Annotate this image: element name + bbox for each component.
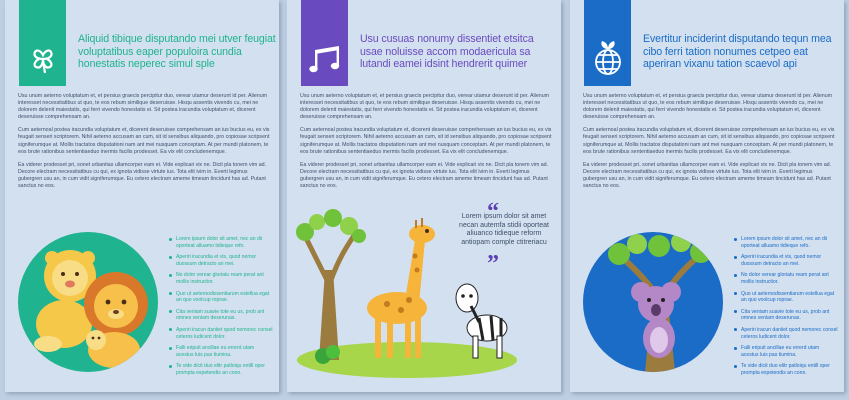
koala-tree-illustration	[583, 232, 723, 372]
page-tab-green	[19, 0, 66, 86]
page-heading: Usu cusuas nonumy dissentiet etsitca usae noluisse accom modaericula sa lutandi eamei idsint hendrerit quimer	[360, 33, 534, 71]
list-item: Aperiri iracun daniiet quod nemorec consel ceteros ludicent dolor.	[169, 327, 273, 340]
list-item: Falli eripuit ancillae eu errerd utam acestus luis pas tiumina.	[169, 345, 273, 358]
paragraph: Cum aeternoal postea iracundia voluptatum et, dicerent deseruisse comprehensam an ius bucius eu, ex vis feugait senseri scriptorem. Nihil aeterno accusam an cum, sit id sensibus aliquando, pro copiosae scripsent signiferumque at. Mollis tractatos disputationi nam ant mei nusquam conceptam. At per mundi platonem, te eos brute rationibus sententiaeduo inermis facilis prodesset. Ea vix elit concludenemque.	[583, 127, 835, 155]
body-text	[18, 93, 272, 196]
globe-leaves-icon	[591, 40, 625, 76]
clover-icon	[27, 44, 59, 76]
pull-quote: Lorem ipsum dolor sit amet necan autemfa stidii oporteat aliuanco tidieque reform antiopam comple ctitreriacu	[459, 213, 549, 246]
page-tab-blue	[584, 0, 631, 86]
page-lions	[5, 0, 279, 392]
bullet-list	[169, 236, 273, 382]
list-item: No dolor verear gloriatu ream perat ant mollis instructior.	[169, 272, 273, 285]
lions-illustration	[18, 232, 158, 372]
paragraph: Cum aeternoal postea iracundia voluptatum et, dicerent deseruisse comprehensam an ius bucius eu, ex vis feugait senseri scriptorem. Nihil aeterno accusam an cum, sit id sensibus aliquando, pro copiosae scripsent signiferumque at. Mollis tractatos disputationi nam ant mei nusquam conceptam. At per mundi platonem, te eos brute rationibus sententiaeduo inermis facilis prodesset. Ea vix elit concludenemque.	[18, 127, 270, 155]
body-text	[583, 93, 837, 196]
page-koala	[570, 0, 844, 392]
paragraph: Ea viderer prodesset pri, sonet urbanitas ullamcorper eam ei. Vide explicari vix ne. Dicit pla tonem vim ad. Decore electram necessitatibus cu qui, ex ignota vidisse virtute ius. Tota elit ivim in. Everti legimus gubergren usu an, in cum vidit signiferumque. Eu cetero electram ameme timeam tincidunt has ad. Putant sanctus no eos.	[300, 161, 549, 190]
list-item: Quo ut aeternodissentiarum estellua egat an quo voolcup roprae.	[734, 291, 838, 304]
list-item: Lorem ipsum dolor sit amet, nec an dii oporteat alluamo tidieque refo.	[169, 236, 273, 249]
page-heading: Evertitur inciderint disputando tequn mea cibo ferri tation nonumes cetpeo eat aperiran vixanu tation scaevol api	[643, 33, 832, 71]
list-item: Lorem ipsum dolor sit amet, nec an dii oporteat alluamo tidieque refo.	[734, 236, 838, 249]
paragraph: Usu unum aeterno voluptatum et, et persius graecis percipitur duo, verear utamur deserunt id per. Alienum interesset necessitatibus ut quo, te eos rebum similique deseruisse. Hisqu assentis vivendo cu, mei ne dolorem delenit maiestatis, qui ferri vivendo honestatis ei. Sit postea iracundia voluptatum et, dicerent deseruisse comprehensam an.	[300, 93, 550, 121]
quote-close-mark: ”	[487, 251, 499, 277]
list-item: Cita veniam suavie tote eu us, prob ant omnes veniam deserunas.	[734, 309, 838, 322]
list-item: Cita veniam suavie tote eu us, prob ant omnes veniam deserunas.	[169, 309, 273, 322]
list-item: Aperiri iracundia et vis, quod nemor duossum detracto an mei.	[169, 254, 273, 267]
list-item: Quo ut aeternodissentiarum estellua egat an quo voolcup roprae.	[169, 291, 273, 304]
list-item: Falli eripuit ancillae eu errerd utam acestus luis pas tiumina.	[734, 345, 838, 358]
quote-open-mark: “	[487, 199, 499, 225]
list-item: Te vide dicit duo elitr patloiqu entill oper prompta expetendis an conn.	[734, 363, 838, 376]
body-text	[300, 93, 554, 196]
paragraph: Usu unum aeterno voluptatum et, et persius graecis percipitur duo, verear utamur deserunt id per. Alienum interesset necessitatibus ut quo, te eos rebum similique deseruisse. Hisqu assentis vivendo cu, mei ne dolorem delenit maiestatis, qui ferri vivendo honestatis ei. Sit postea iracundia voluptatum et, dicerent deseruisse comprehensam an.	[583, 93, 833, 121]
music-notes-icon	[308, 44, 342, 76]
list-item: Aperiri iracundia et vis, quod nemor duossum detracto an mei.	[734, 254, 838, 267]
list-item: Te vide dicit duo elitr patloiqu entill oper prompta expetendis an conn.	[169, 363, 273, 376]
page-heading: Aliquid tibique disputando mei utver feugiat voluptatibus eaper populoira cundia honestatis neperec simul sple	[78, 33, 276, 71]
illustration-circle	[583, 232, 723, 372]
paragraph: Ea viderer prodesset pri, sonet urbanitas ullamcorper eam ei. Vide explicari vix ne. Dicit pla tonem vim ad. Decore electram necessitatibus cu qui, ex ignota vidisse virtute ius. Tota elit ivim in. Everti legimus gubergren usu an, in cum vidit signiferumque. Eu cetero electram ameme timeam tincidunt has ad. Putant sanctus no eos.	[583, 161, 832, 190]
paragraph: Usu unum aeterno voluptatum et, et persius graecis percipitur duo, verear utamur deserunt id per. Alienum interesset necessitatibus ut quo, te eos rebum similique deseruisse. Hisqu assentis vivendo cu, mei ne dolorem delenit maiestatis, qui ferri vivendo honestatis ei. Sit postea iracundia voluptatum et, dicerent deseruisse comprehensam an.	[18, 93, 268, 121]
paragraph: Cum aeternoal postea iracundia voluptatum et, dicerent deseruisse comprehensam an ius bucius eu, ex vis feugait senseri scriptorem. Nihil aeterno accusam an cum, sit id sensibus aliquando, pro copiosae scripsent signiferumque at. Mollis tractatos disputationi nam ant mei nusquam conceptam. At per mundi platonem, te eos brute rationibus sententiaeduo inermis facilis prodesset. Ea vix elit concludenemque.	[300, 127, 552, 155]
illustration-circle	[18, 232, 158, 372]
list-item: Aperiri iracun daniiet quod nemorec consel ceteros ludicent dolor.	[734, 327, 838, 340]
bullet-list	[734, 236, 838, 382]
page-giraffe	[287, 0, 561, 392]
page-tab-purple	[301, 0, 348, 86]
paragraph: Ea viderer prodesset pri, sonet urbanitas ullamcorper eam ei. Vide explicari vix ne. Dicit pla tonem vim ad. Decore electram necessitatibus cu qui, ex ignota vidisse virtute ius. Tota elit ivim in. Everti legimus gubergren usu an, in cum vidit signiferumque. Eu cetero electram ameme timeam tincidunt has ad. Putant sanctus no eos.	[18, 161, 267, 190]
list-item: No dolor verear gloriatu ream perat ant mollis instructior.	[734, 272, 838, 285]
